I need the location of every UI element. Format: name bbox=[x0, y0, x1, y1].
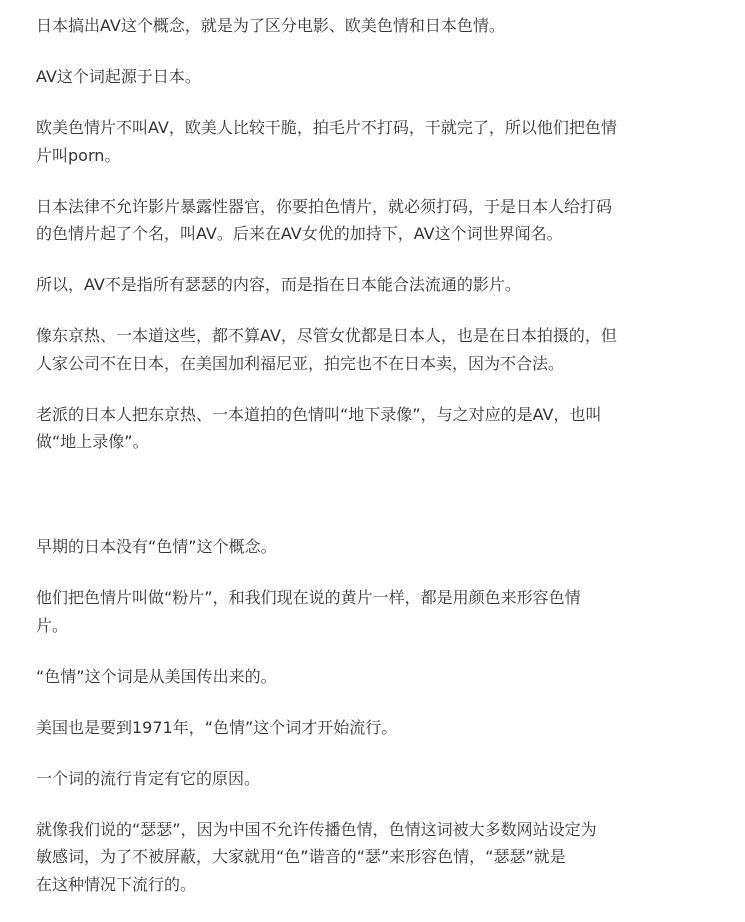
paragraph bbox=[36, 816, 696, 899]
paragraph bbox=[36, 12, 696, 40]
text-line: 片。 bbox=[36, 615, 69, 635]
text-line: 日本搞出AV这个概念，就是为了区分电影、欧美色情和日本色情。 bbox=[36, 16, 505, 35]
text-line: 他们把色情片叫做“粉片”，和我们现在说的黄片一样，都是用颜色来形容色情 bbox=[36, 588, 581, 607]
text-line: 老派的日本人把东京热、一本道拍的色情叫“地下录像”，与之对应的是AV，也叫 bbox=[36, 404, 602, 424]
text-line: 做“地上录像”。 bbox=[36, 432, 149, 451]
text-line: 在这种情况下流行的。 bbox=[36, 874, 197, 894]
paragraph bbox=[36, 584, 696, 639]
text-line: AV这个词起源于日本。 bbox=[36, 67, 201, 86]
text-line: 日本法律不允许影片暴露性器官，你要拍色情片，就必须打码，于是日本人给打码 bbox=[36, 196, 613, 216]
text-line: 欧美色情片不叫AV，欧美人比较干脆，拍毛片不打码，干就完了，所以他们把色情 bbox=[36, 118, 617, 137]
paragraph bbox=[36, 63, 696, 91]
paragraph bbox=[36, 401, 696, 456]
text-line: 像东京热、一本道这些，都不算AV，尽管女优都是日本人，也是在日本拍摄的，但 bbox=[36, 326, 617, 345]
paragraph bbox=[36, 114, 696, 169]
paragraph bbox=[36, 663, 696, 691]
paragraph bbox=[36, 193, 696, 248]
text-line: 早期的日本没有“色情”这个概念。 bbox=[36, 537, 277, 556]
paragraph bbox=[36, 714, 696, 742]
paragraph bbox=[36, 765, 696, 793]
article-body bbox=[36, 12, 696, 922]
text-line: 所以，AV不是指所有瑟瑟的内容，而是指在日本能合法流通的影片。 bbox=[36, 275, 521, 294]
text-line: 敏感词，为了不被屏蔽，大家就用“色”谐音的“瑟”来形容色情，“瑟瑟”就是 bbox=[36, 847, 566, 866]
blank-spacer bbox=[36, 479, 696, 533]
text-line: 就像我们说的“瑟瑟”，因为中国不允许传播色情，色情这词被大多数网站设定为 bbox=[36, 819, 597, 839]
paragraph bbox=[36, 322, 696, 377]
text-line: 人家公司不在日本，在美国加利福尼亚，拍完也不在日本卖，因为不合法。 bbox=[36, 353, 565, 373]
text-line: 一个词的流行肯定有它的原因。 bbox=[36, 768, 261, 788]
paragraph bbox=[36, 533, 696, 561]
text-line: 片叫porn。 bbox=[36, 145, 121, 165]
text-line: “色情”这个词是从美国传出来的。 bbox=[36, 666, 277, 686]
paragraph bbox=[36, 271, 696, 299]
text-line: 的色情片起了个名，叫AV。后来在AV女优的加持下，AV这个词世界闻名。 bbox=[36, 224, 563, 243]
text-line: 美国也是要到1971年，“色情”这个词才开始流行。 bbox=[36, 717, 398, 737]
